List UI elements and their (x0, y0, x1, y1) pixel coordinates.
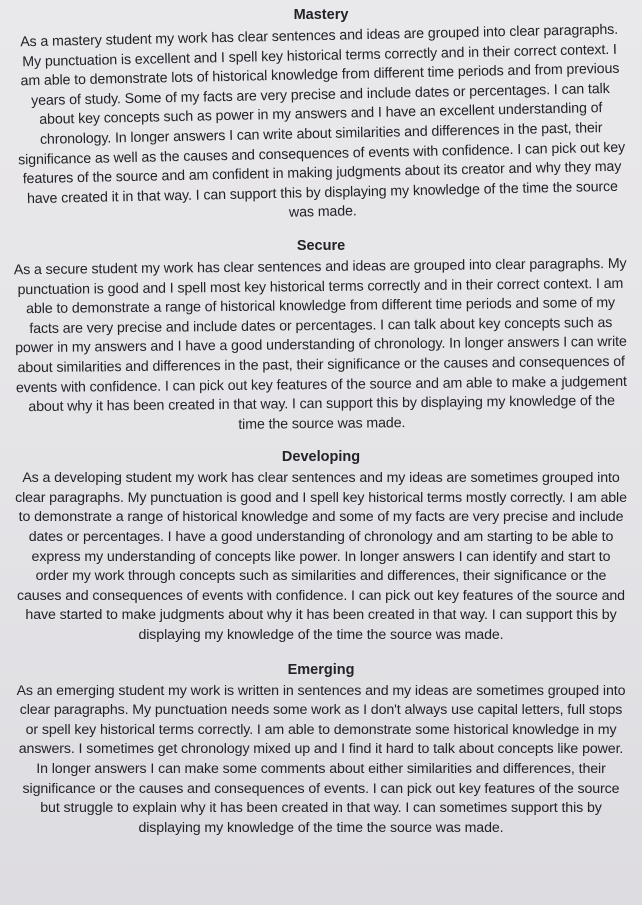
section-heading-emerging: Emerging (287, 661, 355, 678)
section-text-mastery: As a mastery student my work has clear sentences and ideas are grouped into clear paragraphs. My punctuation is excellent and I spell key historical terms correctly and in their correct context. I am able to demonstrate lots of historical knowledge from different time periods and from previous years of study. Some of my facts are very precise and include dates or percentages. I can talk about key concepts such as power in my answers and I have an excellent understanding of chronology. In longer answers I can write about similarities and differences in the past, their significance as well as the causes and consequences of events with confidence. I can pick out key features of the source and am confident in making judgments about its creator and why they may have created it in that way. I can support this by displaying my knowledge of the time the source was made. (17, 21, 626, 222)
section-emerging (14, 661, 628, 839)
section-text-emerging: As an emerging student my work is written in sentences and my ideas are sometimes grouped into clear paragraphs. My punctuation needs some work as I don't always use capital letters, full stops or spell key historical terms correctly. I am able to demonstrate some historical knowledge in my answers. I sometimes get chronology mixed up and I find it hard to talk about concepts like power. In longer answers I can make some comments about either similarities and differences, their significance or the causes and consequences of events. I can pick out key features of the source but struggle to explain why it has been created in that way. I can sometimes support this by displaying my knowledge of the time the source was made. (16, 682, 626, 836)
section-mastery (14, 6, 628, 223)
section-heading-mastery: Mastery (293, 7, 349, 23)
section-heading-secure: Secure (296, 237, 346, 254)
section-developing (14, 448, 628, 645)
section-text-secure: As a secure student my work has clear sentences and ideas are grouped into clear paragraphs. My punctuation is good and I spell most key historical terms correctly and in their correct context. I am able to demonstrate a range of historical knowledge from different time periods and some of my facts are very precise and include dates or percentages. I can talk about key concepts such as power in my answers and I have a good understanding of chronology. In longer answers I can write about similarities and differences in the past, their significance or the causes and consequences of events with confidence. I can pick out key features of the source and am able to make a judgement about why it has been created in that way. I can support this by displaying my knowledge of the time the source was made. (13, 255, 627, 433)
section-heading-developing: Developing (281, 449, 361, 466)
section-text-developing: As a developing student my work has clear sentences and my ideas are sometimes grouped into clear paragraphs. My punctuation is good and I spell key historical terms mostly correctly. I am able to demonstrate a range of historical knowledge and some of my facts are very precise and include dates or percentages. I have a good understanding of chronology and am starting to be able to express my understanding of concepts like power. In longer answers I can identify and start to order my work through concepts such as similarities and differences, their significance or the causes and consequences of events with confidence. I can pick out key features of the source and have started to make judgments about why it has been created in that way. I can support this by displaying my knowledge of the time the source was made. (15, 470, 627, 644)
section-secure (14, 237, 628, 434)
